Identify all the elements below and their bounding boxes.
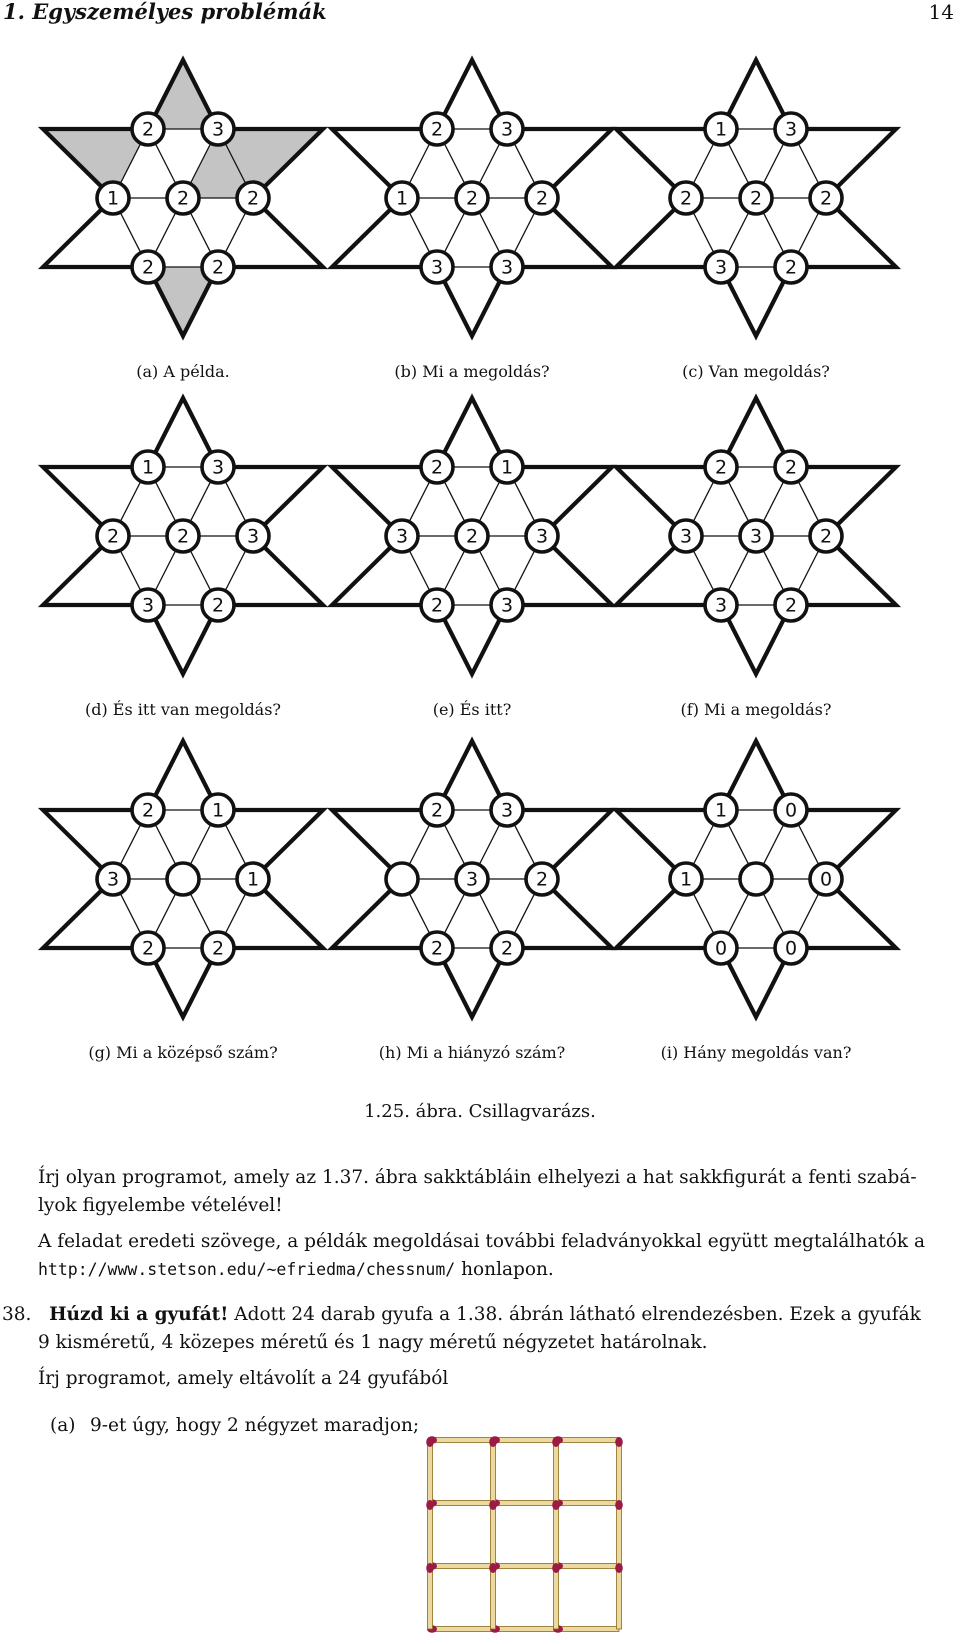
circle-number: 1	[211, 799, 225, 822]
circle-number: 0	[819, 868, 833, 891]
number-circle	[740, 863, 772, 895]
circle-number: 2	[106, 525, 120, 548]
circle-number: 3	[430, 256, 444, 279]
matchstick	[433, 1564, 493, 1569]
exercise-38	[2, 1301, 960, 1357]
circle-number: 2	[141, 256, 155, 279]
circle-number: 1	[246, 868, 260, 891]
matchstick	[428, 1506, 433, 1566]
matchstick	[496, 1438, 556, 1443]
circle-number: 2	[211, 594, 225, 617]
circle-number: 3	[395, 525, 409, 548]
exercise-line-1: Adott 24 darab gyufa a 1.38. ábrán látható elrendezésben. Ezek a gyufák	[228, 1304, 921, 1325]
circle-number: 3	[211, 118, 225, 141]
circle-number: 3	[106, 868, 120, 891]
matchstick	[559, 1438, 619, 1443]
circle-number: 2	[819, 525, 833, 548]
circle-number: 2	[430, 937, 444, 960]
circle-number: 1	[106, 187, 120, 210]
circle-number: 2	[141, 118, 155, 141]
circle-number: 2	[784, 256, 798, 279]
match-head	[552, 1437, 560, 1447]
matchstick	[559, 1564, 619, 1569]
circle-number: 2	[535, 868, 549, 891]
circle-number: 3	[465, 868, 479, 891]
match-head	[489, 1563, 497, 1573]
star-puzzle-e	[332, 398, 612, 674]
circle-number: 2	[430, 799, 444, 822]
circle-number: 3	[500, 118, 514, 141]
circle-number: 3	[500, 799, 514, 822]
circle-number: 1	[679, 868, 693, 891]
star-puzzle-b	[332, 60, 612, 336]
page-number: 14	[928, 0, 954, 24]
circle-number: 1	[714, 799, 728, 822]
circle-number: 2	[465, 525, 479, 548]
match-head	[489, 1437, 497, 1447]
matchstick	[617, 1443, 622, 1503]
circle-number: 3	[714, 256, 728, 279]
circle-number: 3	[246, 525, 260, 548]
match-head	[489, 1500, 497, 1510]
circle-number: 2	[535, 187, 549, 210]
circle-number: 3	[679, 525, 693, 548]
circle-number: 3	[714, 594, 728, 617]
match-head	[615, 1437, 623, 1447]
circle-number: 1	[714, 118, 728, 141]
circle-number: 2	[784, 594, 798, 617]
exercise-line-2: 9 kisméretű, 4 közepes méretű és 1 nagy méretű négyzetet határolnak.	[38, 1332, 708, 1353]
star-puzzle-d	[43, 398, 323, 674]
number-circle	[386, 863, 418, 895]
circle-number: 2	[430, 118, 444, 141]
circle-number: 2	[819, 187, 833, 210]
caption-c: (c) Van megoldás?	[682, 362, 830, 381]
paragraph-1-line-2: lyok figyelembe vételével!	[38, 1195, 283, 1216]
circle-number: 2	[679, 187, 693, 210]
match-head	[426, 1563, 434, 1573]
circle-number: 3	[141, 594, 155, 617]
matchstick	[617, 1506, 622, 1566]
circle-number: 2	[211, 937, 225, 960]
circle-number: 3	[500, 594, 514, 617]
match-head	[426, 1500, 434, 1510]
star-puzzle-h	[332, 741, 612, 1017]
caption-d: (d) És itt van megoldás?	[84, 700, 282, 719]
star-puzzle-i	[616, 741, 896, 1017]
paragraph-1-line-1: Írj olyan programot, amely az 1.37. ábra sakktábláin elhelyezi a hat sakkfigurát a fenti szabá-	[38, 1167, 917, 1188]
circle-number: 2	[749, 187, 763, 210]
circle-number: 3	[749, 525, 763, 548]
matchstick	[554, 1443, 559, 1503]
item-a-label: (a)	[50, 1415, 76, 1436]
circle-number: 2	[430, 594, 444, 617]
matchstick	[433, 1501, 493, 1506]
circle-number: 1	[500, 456, 514, 479]
chapter-title: 1. Egyszemélyes problémák	[3, 0, 327, 24]
star-puzzle-c	[616, 60, 896, 336]
paragraph-2-line-1: A feladat eredeti szövege, a példák megoldásai további feladványokkal együtt megtalálhatók a	[38, 1231, 925, 1252]
match-head	[615, 1563, 623, 1573]
exercise-title: Húzd ki a gyufát!	[49, 1304, 229, 1325]
paragraph-1	[38, 1164, 958, 1220]
caption-e: (e) És itt?	[432, 700, 512, 719]
caption-f: (f) Mi a megoldás?	[680, 700, 832, 719]
paragraph-2	[38, 1228, 958, 1284]
circle-number: 2	[176, 525, 190, 548]
figure-caption: 1.25. ábra. Csillagvarázs.	[364, 1101, 596, 1122]
circle-number: 3	[500, 256, 514, 279]
matchstick	[496, 1501, 556, 1506]
circle-number: 0	[784, 937, 798, 960]
caption-g: (g) Mi a középső szám?	[88, 1043, 278, 1062]
caption-i: (i) Hány megoldás van?	[660, 1043, 852, 1062]
circle-number: 3	[784, 118, 798, 141]
matchstick	[559, 1627, 619, 1632]
match-head	[552, 1563, 560, 1573]
circle-number: 2	[465, 187, 479, 210]
exercise-number: 38.	[2, 1304, 32, 1325]
matchstick	[491, 1506, 496, 1566]
caption-a: (a) A példa.	[136, 362, 230, 381]
caption-h: (h) Mi a hiányzó szám?	[378, 1043, 566, 1062]
star-puzzle-g	[43, 741, 323, 1017]
matchstick	[491, 1569, 496, 1629]
circle-number: 2	[784, 456, 798, 479]
circle-number: 2	[500, 937, 514, 960]
number-circle	[167, 863, 199, 895]
circle-number: 0	[784, 799, 798, 822]
matchstick	[554, 1569, 559, 1629]
matchstick	[433, 1438, 493, 1443]
circle-number: 3	[211, 456, 225, 479]
circle-number: 1	[395, 187, 409, 210]
matchstick	[496, 1564, 556, 1569]
item-a-text: 9-et úgy, hogy 2 négyzet maradjon;	[90, 1415, 420, 1436]
circle-number: 1	[141, 456, 155, 479]
circle-number: 2	[141, 799, 155, 822]
shaded-triangle	[43, 129, 148, 198]
matchstick	[617, 1569, 622, 1629]
circle-number: 2	[430, 456, 444, 479]
matchstick	[491, 1443, 496, 1503]
matchstick	[496, 1627, 556, 1632]
circle-number: 0	[714, 937, 728, 960]
circle-number: 2	[246, 187, 260, 210]
match-head	[552, 1500, 560, 1510]
circle-number: 2	[714, 456, 728, 479]
matchstick	[554, 1506, 559, 1566]
exercise-line-3: Írj programot, amely eltávolít a 24 gyufából	[38, 1368, 449, 1389]
match-head	[426, 1437, 434, 1447]
matchstick	[428, 1443, 433, 1503]
match-head	[615, 1500, 623, 1510]
paragraph-2-tail: honlapon.	[455, 1259, 554, 1280]
matchstick-figure	[420, 1430, 630, 1644]
circle-number: 2	[141, 937, 155, 960]
caption-b: (b) Mi a megoldás?	[394, 362, 550, 381]
source-url-link[interactable]: http://www.stetson.edu/~efriedma/chessnum/	[38, 1260, 456, 1279]
star-puzzle-f	[616, 398, 896, 674]
star-puzzle-a	[43, 60, 323, 336]
circle-number: 3	[535, 525, 549, 548]
matchstick	[433, 1627, 493, 1632]
matchstick	[428, 1569, 433, 1629]
circle-number: 2	[211, 256, 225, 279]
circle-number: 2	[176, 187, 190, 210]
matchstick	[559, 1501, 619, 1506]
